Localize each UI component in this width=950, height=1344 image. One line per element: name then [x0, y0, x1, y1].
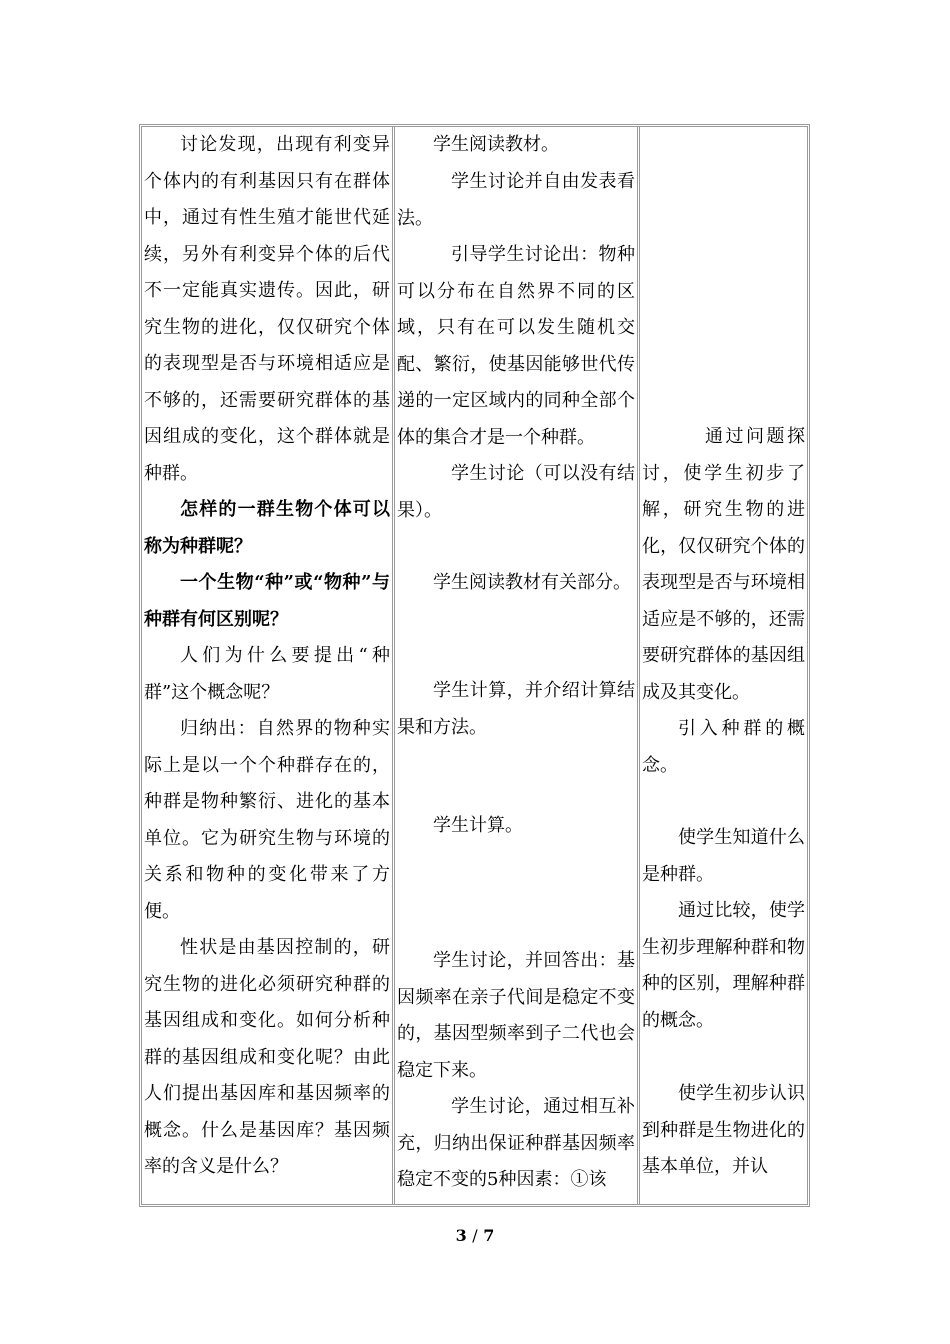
question-paragraph: 一个生物“种”或“物种”与种群有何区别呢？: [144, 572, 390, 630]
paragraph: 人们为什么要提出“种群”这个概念呢？: [144, 645, 390, 703]
paragraph: 学生计算，并介绍计算结果和方法。: [397, 680, 635, 738]
paragraph: 学生讨论，并回答出：基因频率在亲子代间是稳定不变的，基因型频率到子二代也会稳定下来。: [397, 950, 635, 1081]
paragraph: 使学生知道什么是种群。: [642, 827, 805, 885]
lesson-table: [139, 124, 810, 1207]
total-pages: 7: [483, 1226, 495, 1245]
paragraph: 学生讨论，通过相互补充，归纳出保证种群基因频率稳定不变的5种因素：①该: [397, 1096, 635, 1190]
paragraph: 学生阅读教材有关部分。: [433, 572, 631, 593]
paragraph: 讨论发现，出现有利变异个体内的有利基因只有在群体中，通过有性生殖才能世代延续，另外有利变异个体的后代不一定能真实遗传。因此，研究生物的进化，仅仅研究个体的表现型是否与环境相适应是不够的，还需要研究群体的基因组成的变化，这个群体就是种群。: [144, 134, 390, 484]
column-student-activity: [395, 127, 640, 1204]
paragraph: 引导学生讨论出：物种可以分布在自然界不同的区域，只有在可以发生随机交配、繁衍，使基因能够世代传递的一定区域内的同种全部个体的集合才是一个种群。: [397, 244, 635, 448]
page-separator: /: [472, 1226, 478, 1245]
paragraph: 学生讨论并自由发表看法。: [397, 171, 635, 229]
column-design-intent: [640, 127, 807, 1204]
paragraph: 学生讨论（可以没有结果）。: [397, 463, 635, 521]
page-number: [0, 1226, 950, 1245]
paragraph: 学生计算。: [433, 815, 523, 836]
current-page: 3: [455, 1226, 467, 1245]
paragraph: 通过比较，使学生初步理解种群和物种的区别，理解种群的概念。: [642, 900, 805, 1031]
paragraph: 通过问题探讨，使学生初步了解，研究生物的进化，仅仅研究个体的表现型是否与环境相适应是不够的，还需要研究群体的基因组成及其变化。: [642, 426, 805, 703]
paragraph: 学生阅读教材。: [433, 134, 559, 155]
paragraph: 性状是由基因控制的，研究生物的进化必须研究种群的基因组成和变化。如何分析种群的基因组成和变化呢？由此人们提出基因库和基因频率的概念。什么是基因库？基因频率的含义是什么？: [144, 937, 390, 1177]
column-teaching-content: [142, 127, 395, 1204]
paragraph: 归纳出：自然界的物种实际上是以一个个种群存在的，种群是物种繁衍、进化的基本单位。它为研究生物与环境的关系和物种的变化带来了方便。: [144, 718, 390, 922]
question-paragraph: 怎样的一群生物个体可以称为种群呢？: [144, 499, 390, 557]
paragraph: 使学生初步认识到种群是生物进化的基本单位，并认: [642, 1083, 805, 1177]
paragraph: 引入种群的概念。: [642, 718, 805, 776]
